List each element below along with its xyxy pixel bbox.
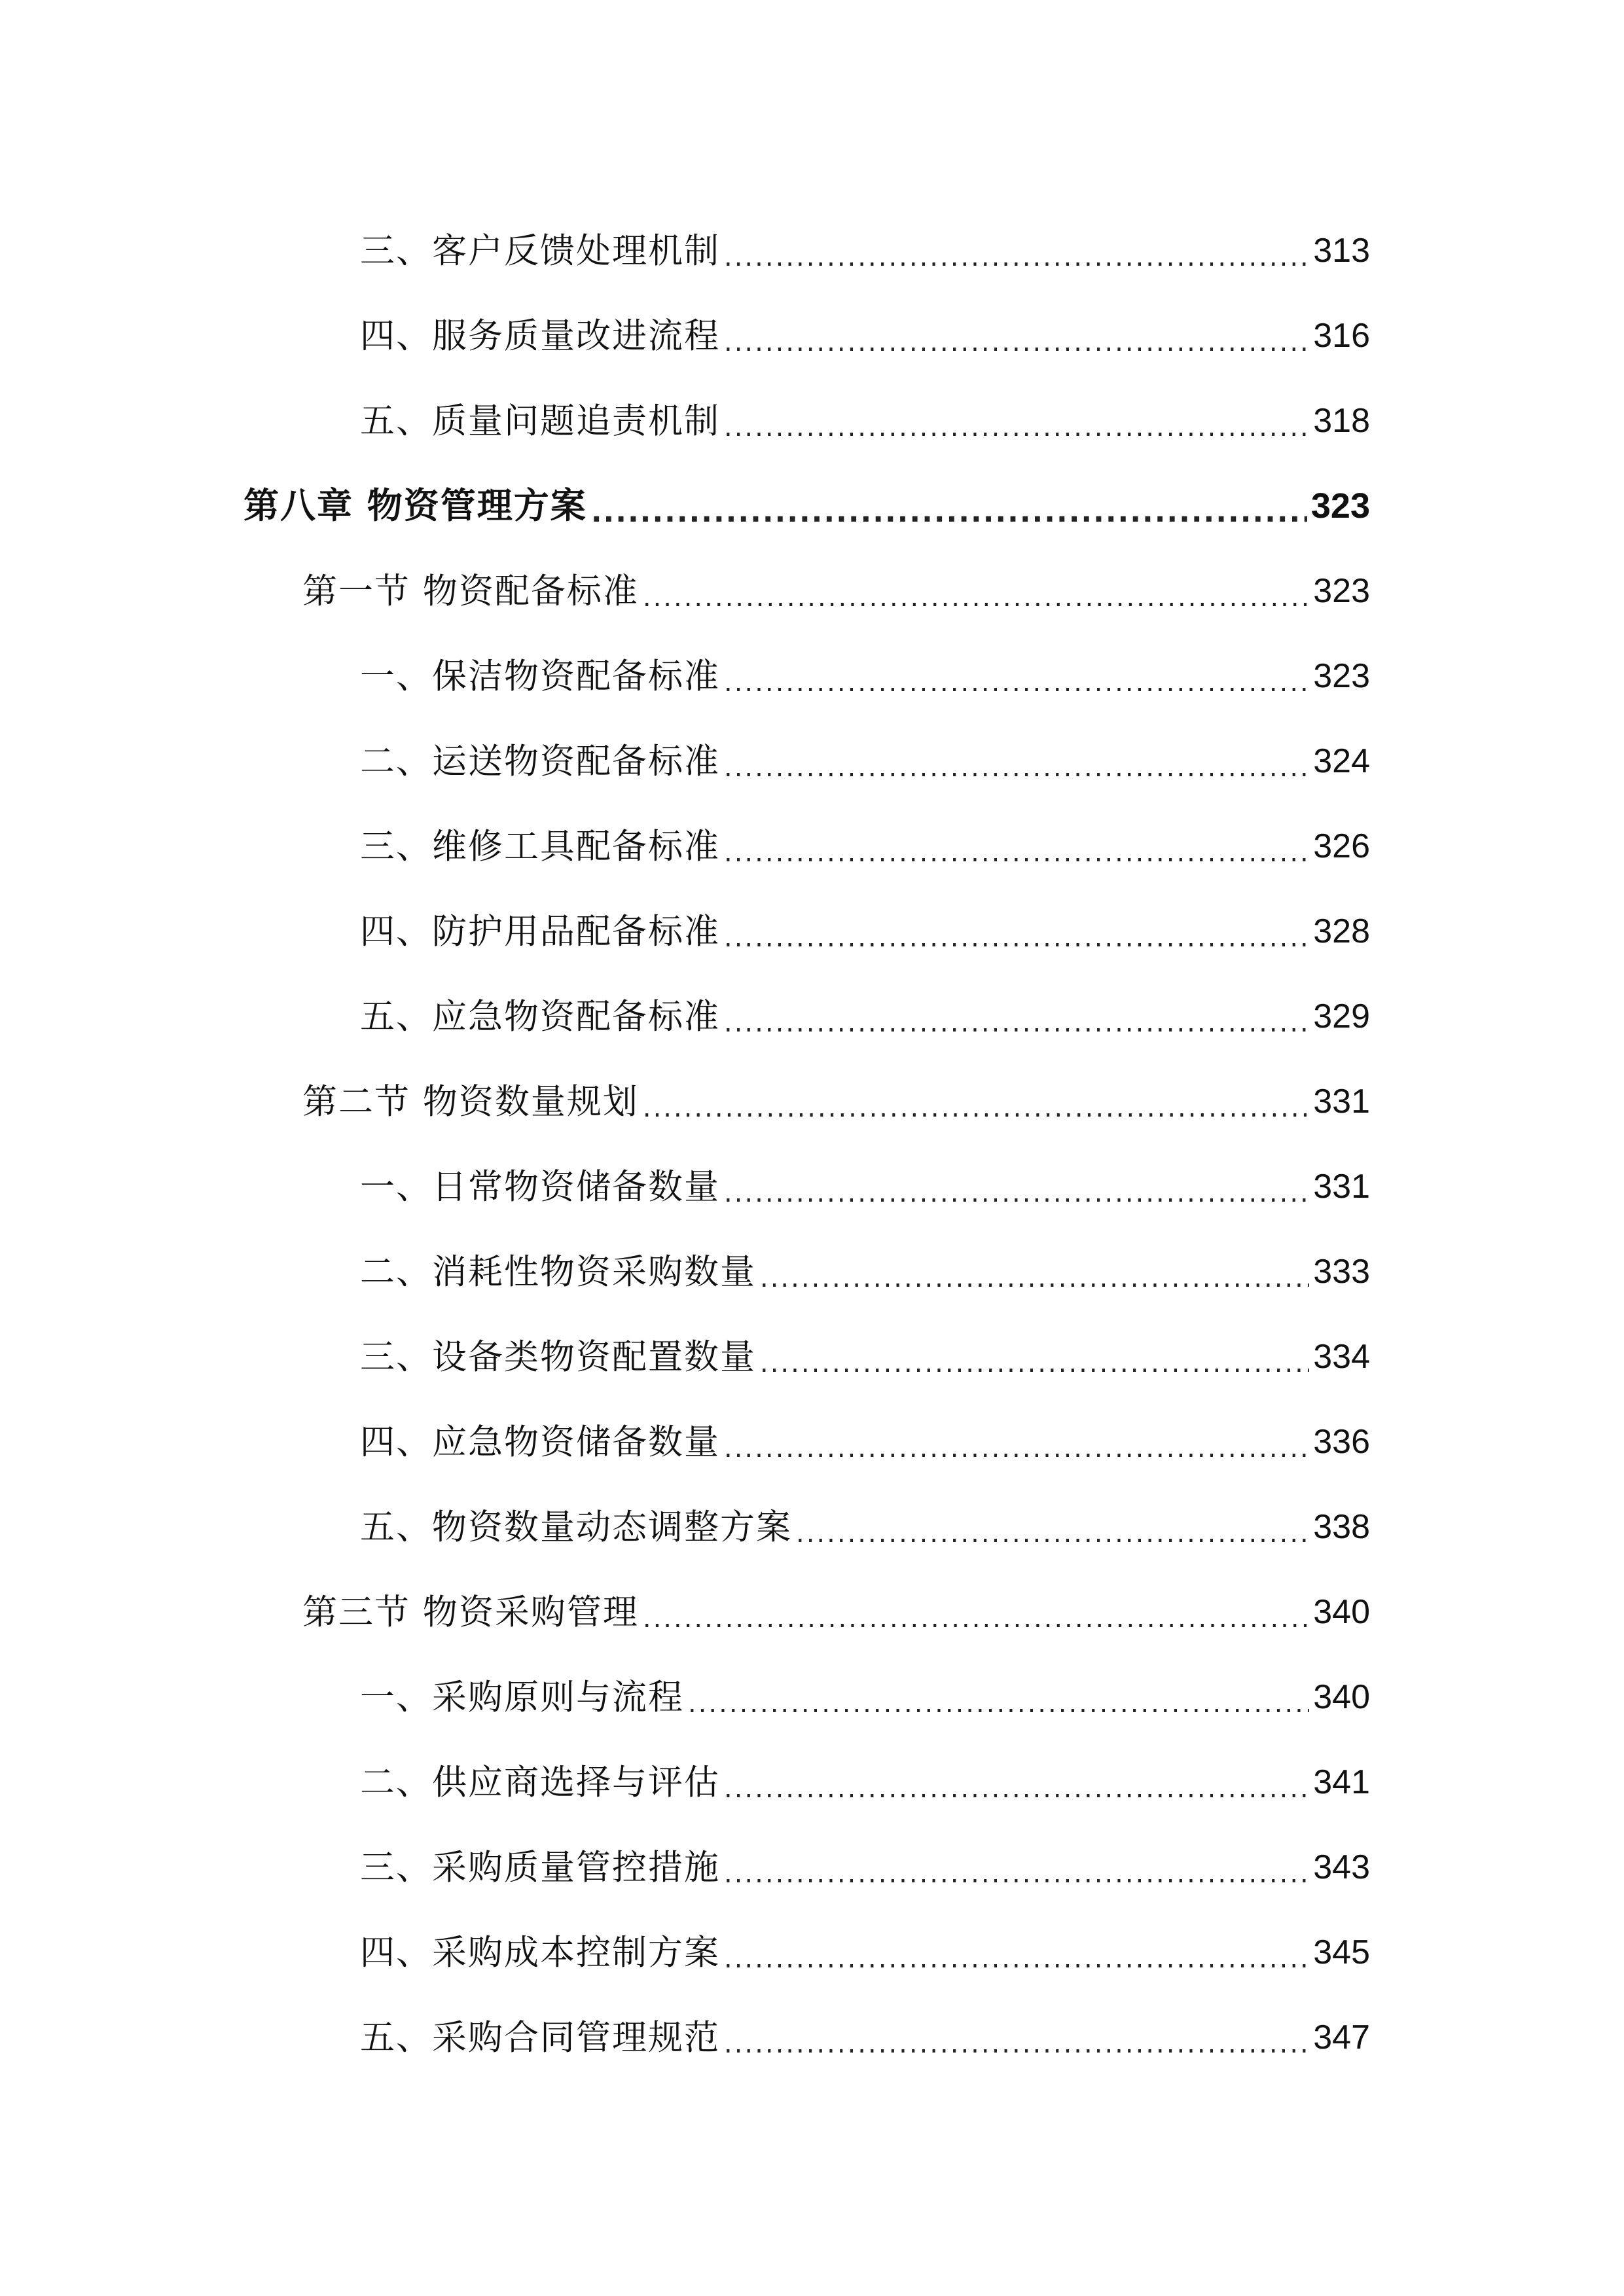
toc-leader-dots <box>724 670 1309 696</box>
toc-entry[interactable] <box>0 634 1624 719</box>
toc-entry-title: 四、服务质量改进流程 <box>360 315 720 356</box>
toc-entry[interactable] <box>0 889 1624 974</box>
toc-leader-dots <box>724 1946 1309 1972</box>
toc-section-entry[interactable] <box>0 1570 1624 1655</box>
toc-entry[interactable] <box>0 1740 1624 1825</box>
toc-leader-dots <box>724 1861 1309 1887</box>
toc-leader-dots <box>643 1095 1309 1121</box>
toc-entry-title: 二、供应商选择与评估 <box>360 1762 720 1803</box>
toc-entry-title: 三、采购质量管控措施 <box>360 1847 720 1888</box>
toc-leader-dots <box>724 755 1309 781</box>
toc-entry[interactable] <box>0 293 1624 378</box>
toc-section-title: 第三节 物资采购管理 <box>302 1592 639 1632</box>
toc-entry-title: 四、采购成本控制方案 <box>360 1932 720 1973</box>
toc-entry-title: 二、消耗性物资采购数量 <box>360 1251 756 1292</box>
toc-entry-title: 二、运送物资配备标准 <box>360 741 720 781</box>
toc-leader-dots <box>796 1520 1309 1547</box>
toc-entry-page: 333 <box>1313 1253 1370 1291</box>
toc-chapter-title: 第八章 物资管理方案 <box>244 485 587 526</box>
toc-leader-dots <box>591 498 1307 527</box>
toc-entry-page: 343 <box>1313 1848 1370 1886</box>
toc-entry-page: 318 <box>1313 402 1370 440</box>
toc-section-entry[interactable] <box>0 1059 1624 1144</box>
toc-entry-page: 347 <box>1313 2018 1370 2056</box>
toc-entry-page: 345 <box>1313 1933 1370 1971</box>
toc-entry-page: 340 <box>1313 1678 1370 1716</box>
toc-entry-page: 323 <box>1313 657 1370 695</box>
toc-leader-dots <box>724 244 1309 270</box>
toc-entry-page: 334 <box>1313 1338 1370 1376</box>
toc-entry[interactable] <box>0 1229 1624 1314</box>
toc-entry-title: 三、设备类物资配置数量 <box>360 1336 756 1377</box>
toc-leader-dots <box>643 1605 1309 1632</box>
toc-entry[interactable] <box>0 378 1624 463</box>
toc-entry[interactable] <box>0 974 1624 1059</box>
toc-entry-title: 四、应急物资储备数量 <box>360 1422 720 1462</box>
toc-entry[interactable] <box>0 1825 1624 1910</box>
toc-leader-dots <box>724 1010 1309 1036</box>
toc-section-page: 340 <box>1313 1593 1370 1631</box>
toc-entry[interactable] <box>0 1655 1624 1740</box>
toc-leader-dots <box>724 840 1309 866</box>
toc-section-page: 331 <box>1313 1083 1370 1121</box>
toc-entry-page: 331 <box>1313 1168 1370 1206</box>
toc-leader-dots <box>724 414 1309 440</box>
toc-entry-page: 324 <box>1313 742 1370 780</box>
toc-entry[interactable] <box>0 1484 1624 1570</box>
toc-leader-dots <box>724 1435 1309 1462</box>
toc-entry[interactable] <box>0 208 1624 293</box>
toc-entry-title: 一、采购原则与流程 <box>360 1677 684 1717</box>
toc-chapter-entry[interactable] <box>0 463 1624 548</box>
toc-entry-title: 五、采购合同管理规范 <box>360 2017 720 2058</box>
toc-entry-page: 326 <box>1313 827 1370 865</box>
toc-entry[interactable] <box>0 1399 1624 1484</box>
toc-entry[interactable] <box>0 1995 1624 2080</box>
toc-leader-dots <box>688 1691 1309 1717</box>
toc-leader-dots <box>724 329 1309 355</box>
toc-leader-dots <box>760 1350 1309 1376</box>
toc-entry[interactable] <box>0 719 1624 804</box>
toc-entry-page: 341 <box>1313 1763 1370 1801</box>
toc-chapter-page: 323 <box>1310 486 1370 526</box>
toc-entry-page: 316 <box>1313 317 1370 355</box>
toc-section-entry[interactable] <box>0 548 1624 634</box>
toc-entry-title: 一、日常物资储备数量 <box>360 1166 720 1207</box>
toc-leader-dots <box>643 584 1309 611</box>
toc-entry-title: 一、保洁物资配备标准 <box>360 656 720 696</box>
toc-entry-page: 329 <box>1313 997 1370 1035</box>
toc-section-page: 323 <box>1313 572 1370 610</box>
toc-leader-dots <box>760 1265 1309 1291</box>
toc-entry-page: 338 <box>1313 1508 1370 1546</box>
toc-entry[interactable] <box>0 1314 1624 1399</box>
toc-leader-dots <box>724 925 1309 951</box>
toc-entry[interactable] <box>0 1144 1624 1229</box>
toc-leader-dots <box>724 1776 1309 1802</box>
toc-entry-title: 三、客户反馈处理机制 <box>360 230 720 271</box>
toc-section-title: 第二节 物资数量规划 <box>302 1081 639 1122</box>
toc-entry-title: 五、物资数量动态调整方案 <box>360 1507 792 1547</box>
toc-entry-title: 五、质量问题追责机制 <box>360 401 720 441</box>
toc-entry[interactable] <box>0 804 1624 889</box>
toc-entry-title: 四、防护用品配备标准 <box>360 911 720 952</box>
toc-entry-title: 五、应急物资配备标准 <box>360 996 720 1037</box>
toc-entry-title: 三、维修工具配备标准 <box>360 826 720 867</box>
toc-entry[interactable] <box>0 1910 1624 1995</box>
toc-leader-dots <box>724 2031 1309 2057</box>
toc-entry-page: 328 <box>1313 912 1370 950</box>
toc-entry-page: 313 <box>1313 232 1370 270</box>
toc-leader-dots <box>724 1180 1309 1206</box>
toc-section-title: 第一节 物资配备标准 <box>302 571 639 611</box>
toc-entry-page: 336 <box>1313 1423 1370 1461</box>
